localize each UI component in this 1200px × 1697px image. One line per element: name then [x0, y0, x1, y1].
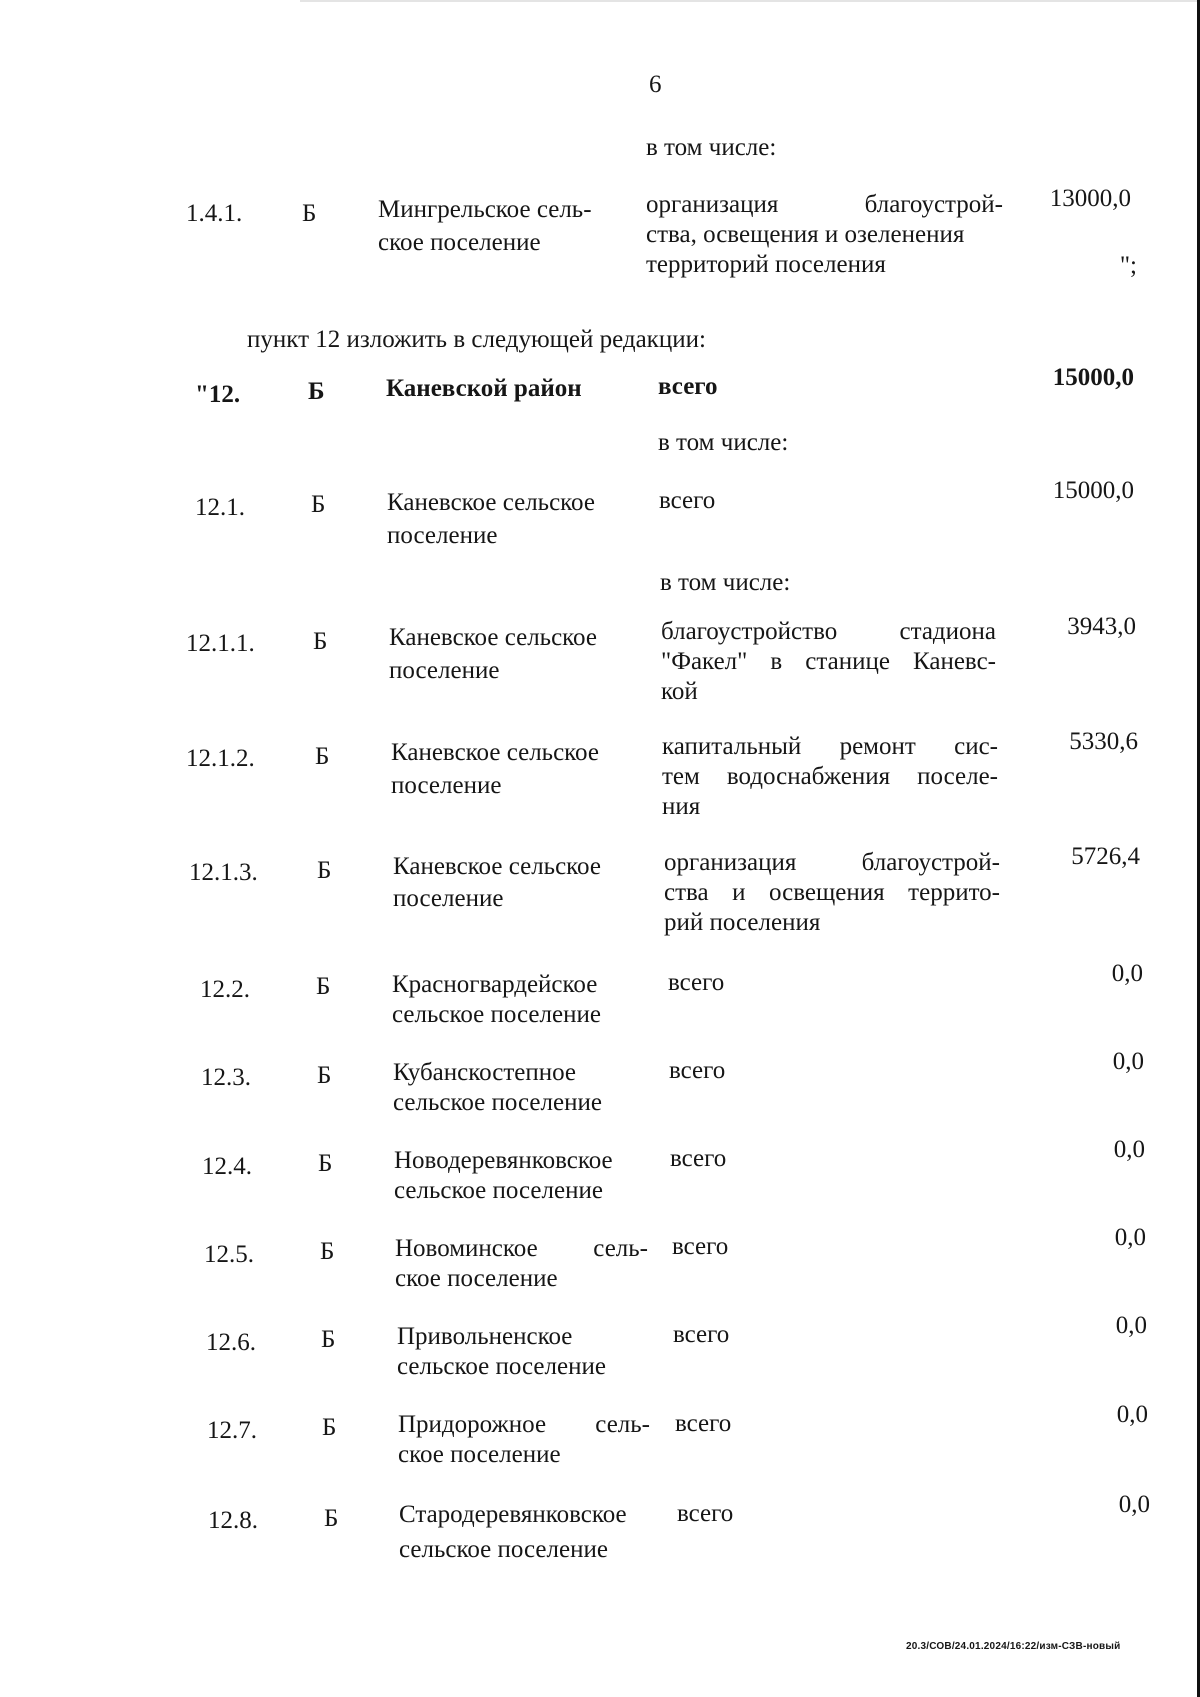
scan-top-shadow — [300, 0, 1200, 2]
purpose-line: организация благоустрой- — [646, 191, 1003, 218]
page-number: 6 — [649, 71, 662, 98]
row-code: Б — [318, 1150, 333, 1177]
purpose-line: кой — [661, 678, 698, 705]
row-number: 12.6. — [206, 1329, 256, 1356]
row-number: 12.5. — [204, 1241, 254, 1268]
settlement-name-line: сельское поселение — [394, 1177, 603, 1204]
row-number: 12.1. — [195, 494, 245, 521]
purpose-description — [646, 190, 1003, 280]
amount: 0,0 — [1114, 1224, 1146, 1251]
settlement-name-line: поселение — [387, 522, 498, 549]
purpose-description: всего — [675, 1410, 732, 1437]
row-code: Б — [322, 1414, 337, 1441]
instruction-text: пункт 12 изложить в следующей редакции: — [247, 326, 706, 353]
row-code: Б — [320, 1238, 335, 1265]
row-code: Б — [315, 743, 330, 770]
purpose-description: всего — [659, 487, 716, 514]
row-code: Б — [302, 200, 317, 227]
row-code: Б — [321, 1326, 336, 1353]
row-number: 12.7. — [207, 1417, 257, 1444]
settlement-name-line: Каневское сельское — [389, 624, 597, 651]
settlement-name-line: поселение — [389, 657, 500, 684]
settlement-name-line: поселение — [391, 772, 502, 799]
settlement-name-line: Новоминское сель- — [395, 1235, 648, 1262]
amount: 0,0 — [1112, 1048, 1144, 1075]
amount: 3943,0 — [1067, 613, 1136, 640]
settlement-name-line: Каневское сельское — [391, 739, 599, 766]
purpose-line: ства и освещения террито- — [664, 879, 1000, 906]
settlement-name — [398, 1410, 650, 1470]
row-number: 12.2. — [200, 976, 250, 1003]
row-number: 12.4. — [202, 1153, 252, 1180]
row-number: 12.3. — [201, 1064, 251, 1091]
row-code: Б — [313, 628, 328, 655]
purpose-line: рий поселения — [664, 909, 821, 936]
row-number: 12.8. — [208, 1507, 258, 1534]
in-that-number-label: в том числе: — [646, 134, 777, 161]
purpose-description: всего — [672, 1233, 729, 1260]
purpose-line: ния — [662, 793, 701, 820]
purpose-description — [664, 848, 1000, 938]
settlement-name-line: Новодеревянковское — [394, 1147, 613, 1174]
row-code: Б — [316, 973, 331, 1000]
purpose-description: всего — [668, 969, 725, 996]
settlement-name-line: Красногвардейское — [392, 971, 598, 998]
purpose-description — [661, 617, 996, 707]
amount: 0,0 — [1115, 1312, 1147, 1339]
amount: 15000,0 — [1052, 477, 1134, 504]
row-number: "12. — [195, 381, 241, 408]
in-that-number-label: в том числе: — [658, 429, 789, 456]
row-code: Б — [324, 1505, 339, 1532]
purpose-line: "Факел" в станице Каневс- — [661, 648, 996, 675]
settlement-name — [395, 1234, 648, 1294]
in-that-number-label: в том числе: — [660, 569, 791, 596]
row-code: Б — [317, 1062, 332, 1089]
purpose-line: тем водоснабжения поселе- — [662, 763, 998, 790]
purpose-line: капитальный ремонт сис- — [662, 733, 998, 760]
row-number: 12.1.1. — [186, 630, 255, 657]
purpose-description: всего — [658, 373, 718, 400]
settlement-name-line: сельское поселение — [399, 1536, 608, 1563]
amount: 0,0 — [1118, 1491, 1150, 1518]
footer-document-code: 20.3/СОВ/24.01.2024/16:22/изм-СЗВ-новый — [906, 1641, 1121, 1652]
amount: 0,0 — [1113, 1136, 1145, 1163]
row-code: Б — [311, 491, 326, 518]
purpose-description: всего — [673, 1321, 730, 1348]
purpose-line: благоустройство стадиона — [661, 618, 996, 645]
row-code: Б — [308, 378, 325, 405]
settlement-name-line: ское поселение — [398, 1441, 561, 1468]
settlement-name-line: ское поселение — [395, 1265, 558, 1292]
district-name: Каневской район — [386, 375, 582, 402]
amount: 0,0 — [1116, 1401, 1148, 1428]
purpose-line: ства, освещения и озеленения — [646, 221, 965, 248]
purpose-description — [662, 732, 998, 822]
settlement-name-line: Каневское сельское — [393, 853, 601, 880]
purpose-description: всего — [669, 1057, 726, 1084]
purpose-description: всего — [677, 1500, 734, 1527]
settlement-name-line: сельское поселение — [393, 1089, 602, 1116]
purpose-line: территорий поселения — [646, 251, 886, 278]
settlement-name-line: ское поселение — [378, 229, 541, 256]
amount: 5726,4 — [1071, 843, 1140, 870]
amount: 0,0 — [1111, 960, 1143, 987]
settlement-name-line: сельское поселение — [392, 1001, 601, 1028]
amount: 13000,0 — [1049, 185, 1131, 212]
row-code: Б — [317, 857, 332, 884]
closing-quote: "; — [1119, 252, 1137, 279]
purpose-line: организация благоустрой- — [664, 849, 1000, 876]
amount: 15000,0 — [1052, 364, 1134, 391]
settlement-name-line: сельское поселение — [397, 1353, 606, 1380]
settlement-name-line: Придорожное сель- — [398, 1411, 650, 1438]
purpose-description: всего — [670, 1145, 727, 1172]
settlement-name-line: Привольненское — [397, 1323, 573, 1350]
row-number: 1.4.1. — [186, 200, 243, 227]
amount: 5330,6 — [1069, 728, 1138, 755]
settlement-name-line: Каневское сельское — [387, 489, 595, 516]
row-number: 12.1.2. — [186, 745, 255, 772]
row-number: 12.1.3. — [189, 859, 258, 886]
settlement-name-line: поселение — [393, 885, 504, 912]
settlement-name-line: Стародеревянковское — [399, 1501, 627, 1528]
settlement-name-line: Мингрельское сель- — [378, 196, 592, 223]
settlement-name-line: Кубанскостепное — [393, 1059, 577, 1086]
